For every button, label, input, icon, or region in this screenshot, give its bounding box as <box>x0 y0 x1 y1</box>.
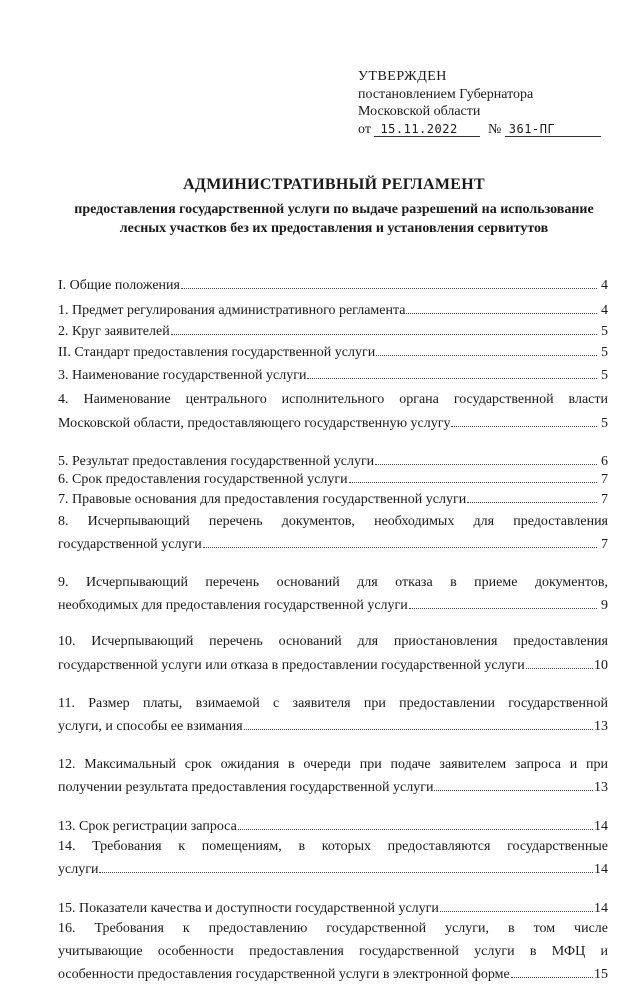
dot-leader <box>409 596 597 609</box>
toc-entry <box>58 366 608 384</box>
toc-page-number: 4 <box>601 302 608 318</box>
approval-date: 15.11.2022 <box>374 122 480 137</box>
toc-entry <box>58 656 608 674</box>
toc-entry-text-line: 10. Исчерпывающий перечень оснований для приостановления предоставления <box>58 634 608 649</box>
toc-entry-title: 1. Предмет регулирования административного регламента <box>58 302 406 318</box>
toc-entry-title: получении результата предоставления государственной услуги <box>58 780 434 795</box>
toc-entry-text-line: 16. Требования к предоставлению государственной услуги, в том числе <box>58 921 608 936</box>
toc-entry <box>58 490 608 508</box>
toc-page-number: 14 <box>594 818 608 834</box>
dot-leader <box>376 343 597 356</box>
toc-entry <box>58 596 608 614</box>
toc-entry <box>58 301 608 319</box>
toc-entry <box>58 470 608 488</box>
dot-leader <box>244 717 593 730</box>
approval-date-line <box>358 121 601 139</box>
toc-entry-title: 7. Правовые основания для предоставления государственной услуги <box>58 492 467 507</box>
toc-entry-title: 2. Круг заявителей <box>58 323 170 339</box>
toc-entry <box>58 322 608 340</box>
toc-entry-text-line: 12. Максимальный срок ожидания в очереди при подаче заявителем запроса и при <box>58 756 608 772</box>
toc-entry-text-line: 14. Требования к помещениям, в которых предоставляются государственные <box>58 838 608 854</box>
toc-entry-text-line: учитывающие особенности предоставления государственной услуги в МФЦ и <box>58 943 608 959</box>
document-subtitle: предоставления государственной услуги по выдаче разрешений на использование лесных участков без их предоставления и установления сервитутов <box>74 202 594 236</box>
dot-leader <box>238 817 593 830</box>
document-title: АДМИНИСТРАТИВНЫЙ РЕГЛАМЕНТ <box>183 176 485 193</box>
dot-leader <box>526 656 593 669</box>
toc-entry-text-line: 9. Исчерпывающий перечень оснований для отказа в приеме документов, <box>58 574 608 590</box>
approval-line-1: постановлением Губернатора <box>358 86 534 102</box>
toc-page-number: 7 <box>601 492 608 507</box>
toc-page-number: 14 <box>594 862 608 877</box>
toc-entry-title: услуги, и способы ее взимания <box>58 719 243 734</box>
dot-leader <box>406 301 597 314</box>
toc-entry-title: государственной услуги <box>58 537 202 552</box>
dot-leader <box>467 490 597 503</box>
dot-leader <box>349 470 597 483</box>
toc-page-number: 13 <box>594 780 608 795</box>
toc-page-number: 5 <box>601 415 608 431</box>
dot-leader <box>181 276 597 289</box>
dot-leader <box>99 860 593 873</box>
toc-entry-title: Московской области, предоставляющего государственную услугу <box>58 415 451 431</box>
approval-stamp <box>358 68 601 138</box>
toc-entry-title: 3. Наименование государственной услуги <box>58 368 307 383</box>
toc-page-number: 6 <box>601 454 608 469</box>
toc-entry <box>58 414 608 432</box>
approval-number: 361-ПГ <box>505 122 601 137</box>
toc-entry-title: 5. Результат предоставления государственной услуги <box>58 454 375 469</box>
toc-page-number: 7 <box>601 537 608 552</box>
approval-line-2: Московской области <box>358 104 481 119</box>
toc-entry-title: 6. Срок предоставления государственной услуги <box>58 472 348 487</box>
toc-entry <box>58 717 608 735</box>
toc-entry <box>58 860 608 878</box>
toc-entry-title: 13. Срок регистрации запроса <box>58 818 237 834</box>
dot-leader <box>440 899 593 912</box>
toc-page-number: 5 <box>601 323 608 339</box>
dot-leader <box>511 965 593 978</box>
toc-page-number: 9 <box>601 598 608 613</box>
toc-entry <box>58 535 608 553</box>
toc-entry <box>58 452 608 470</box>
number-prefix: № <box>487 121 502 137</box>
toc-page-number: 10 <box>594 657 608 673</box>
toc-entry-title: необходимых для предоставления государственной услуги <box>58 598 408 613</box>
toc-entry-title: услуги <box>58 862 99 877</box>
toc-page-number: 7 <box>601 472 608 487</box>
approval-heading: УТВЕРЖДЕН <box>358 69 447 84</box>
dot-leader <box>171 322 597 335</box>
toc-entry <box>58 817 608 835</box>
dot-leader <box>375 452 597 465</box>
toc-page-number: 13 <box>594 719 608 734</box>
toc-entry-title: особенности предоставления государственной услуги в электронной форме <box>58 967 510 982</box>
toc-entry-text-line: 11. Размер платы, взимаемой с заявителя при предоставлении государственной <box>58 695 608 711</box>
toc-entry <box>58 899 608 917</box>
toc-entry-text-line: 4. Наименование центрального исполнительного органа государственной власти <box>58 392 608 407</box>
toc-page-number: 5 <box>601 368 608 383</box>
date-prefix: от <box>358 121 371 137</box>
toc-entry-title: II. Стандарт предоставления государственной услуги <box>58 344 376 360</box>
toc-entry <box>58 276 608 294</box>
toc-entry-title: государственной услуги или отказа в предоставлении государственной услуги <box>58 657 525 673</box>
dot-leader <box>434 778 593 791</box>
toc-page-number: 5 <box>601 344 608 360</box>
toc-entry-title: I. Общие положения <box>58 278 180 293</box>
dot-leader <box>203 535 597 548</box>
dot-leader <box>307 366 597 379</box>
toc-page-number: 15 <box>594 967 608 982</box>
toc-entry-text-line: 8. Исчерпывающий перечень документов, необходимых для предоставления <box>58 513 608 529</box>
toc-entry-title: 15. Показатели качества и доступности государственной услуги <box>58 901 439 916</box>
dot-leader <box>451 414 597 427</box>
toc-entry <box>58 343 608 361</box>
toc-entry <box>58 778 608 796</box>
toc-page-number: 4 <box>601 278 608 293</box>
toc-entry <box>58 965 608 983</box>
toc-page-number: 14 <box>594 901 608 916</box>
